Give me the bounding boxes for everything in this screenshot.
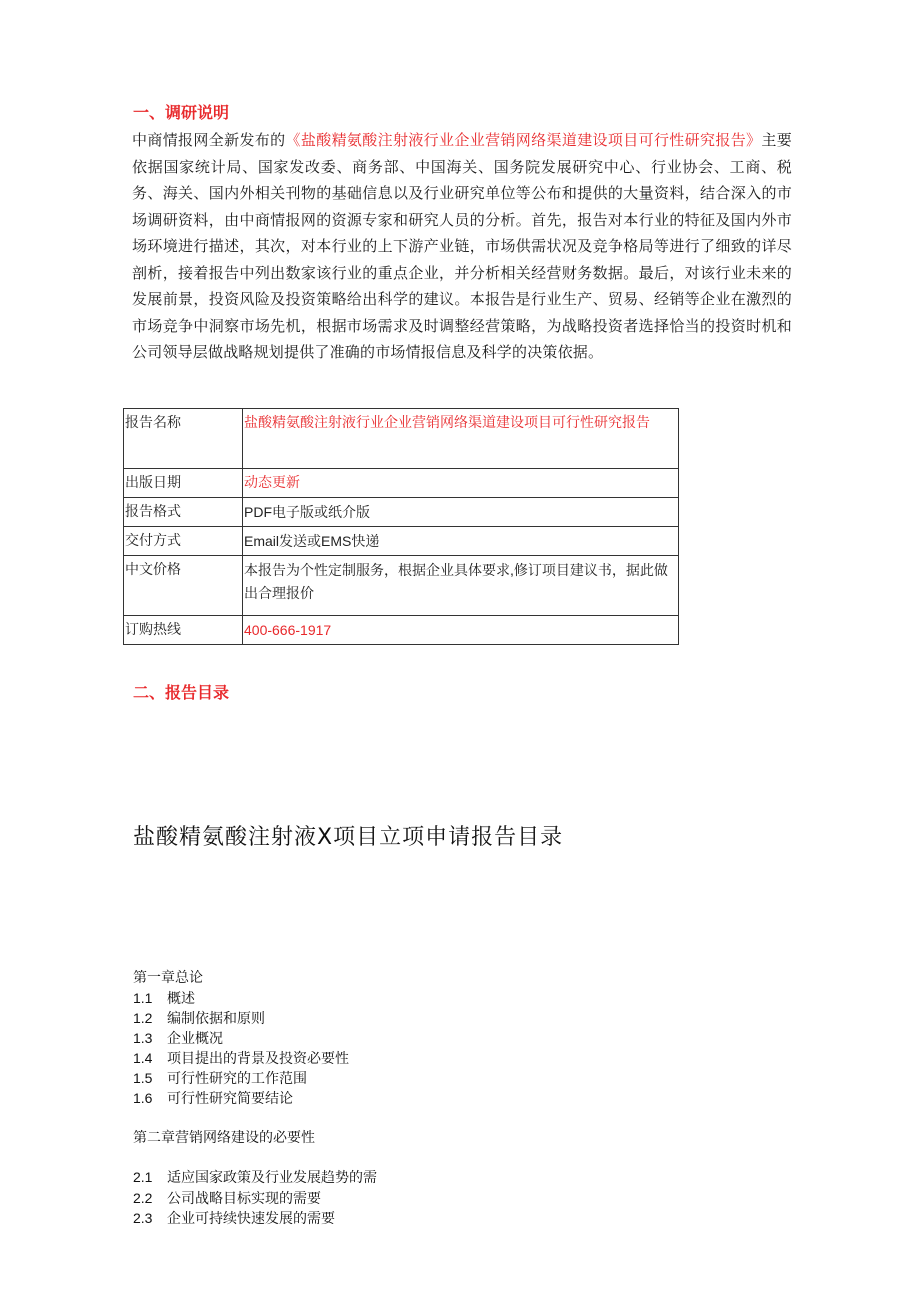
row-key-format: 报告格式 xyxy=(124,498,243,527)
toc-item: 2.3 企业可持续快速发展的需要 xyxy=(133,1210,335,1227)
row-key-report-name: 报告名称 xyxy=(124,409,243,469)
row-value-delivery: Email发送或EMS快递 xyxy=(243,527,679,556)
row-value-hotline[interactable]: 400-666-1917 xyxy=(243,616,679,645)
toc-chapter-2: 第二章营销网络建设的必要性 xyxy=(133,1130,315,1146)
document-title: 盐酸精氨酸注射液X项目立项申请报告目录 xyxy=(133,825,564,850)
toc-item: 1.2 编制依据和原则 xyxy=(133,1010,265,1027)
table-row xyxy=(124,469,679,498)
section-heading-toc: 二、报告目录 xyxy=(133,683,230,702)
row-key-hotline: 订购热线 xyxy=(124,616,243,645)
table-row xyxy=(124,556,679,616)
intro-body: 主要依据国家统计局、国家发改委、商务部、中国海关、国务院发展研究中心、行业协会、工商、税务、海关、国内外相关刊物的基础信息以及行业研究单位等公布和提供的大量资料，结合深入的市场调研资料，由中商情报网的资源专家和研究人员的分析。首先，报告对本行业的特征及国内外市场环境进行描述，其次，对本行业的上下游产业链，市场供需状况及竞争格局等进行了细致的详尽剖析，接着报告中列出数家该行业的重点企业，并分析相关经营财务数据。最后，对该行业未来的发展前景，投资风险及投资策略给出科学的建议。本报告是行业生产、贸易、经销等企业在激烈的市场竞争中洞察市场先机，根据市场需求及时调整经营策略，为战略投资者选择恰当的投资时机和公司领导层做战略规划提供了准确的市场情报信息及科学的决策依据。 xyxy=(132,131,792,361)
table-row xyxy=(124,498,679,527)
toc-item: 1.5 可行性研究的工作范围 xyxy=(133,1070,307,1087)
row-value-format: PDF电子版或纸介版 xyxy=(243,498,679,527)
table-row xyxy=(124,409,679,469)
intro-prefix: 中商情报网全新发布的 xyxy=(132,131,286,149)
toc-chapter-1: 第一章总论 xyxy=(133,970,203,986)
toc-item: 1.6 可行性研究简要结论 xyxy=(133,1090,293,1107)
toc-item: 2.1 适应国家政策及行业发展趋势的需 xyxy=(133,1169,377,1186)
toc-item: 2.2 公司战略目标实现的需要 xyxy=(133,1190,321,1207)
row-value-report-name[interactable]: 盐酸精氨酸注射液行业企业营销网络渠道建设项目可行性研究报告 xyxy=(243,409,679,469)
report-info-table xyxy=(123,408,679,645)
intro-report-title-link[interactable]: 《盐酸精氨酸注射液行业企业营销网络渠道建设项目可行性研究报告》 xyxy=(285,131,762,149)
table-row xyxy=(124,616,679,645)
section-heading-research: 一、调研说明 xyxy=(133,103,230,122)
row-key-publish-date: 出版日期 xyxy=(124,469,243,498)
table-row xyxy=(124,527,679,556)
intro-paragraph xyxy=(132,127,792,366)
toc-item: 1.4 项目提出的背景及投资必要性 xyxy=(133,1050,349,1067)
row-value-price: 本报告为个性定制服务，根据企业具体要求,修订项目建议书，据此做出合理报价 xyxy=(243,556,679,616)
row-key-delivery: 交付方式 xyxy=(124,527,243,556)
toc-item: 1.3 企业概况 xyxy=(133,1030,223,1047)
row-value-publish-date: 动态更新 xyxy=(243,469,679,498)
row-key-price: 中文价格 xyxy=(124,556,243,616)
toc-item: 1.1 概述 xyxy=(133,990,195,1007)
